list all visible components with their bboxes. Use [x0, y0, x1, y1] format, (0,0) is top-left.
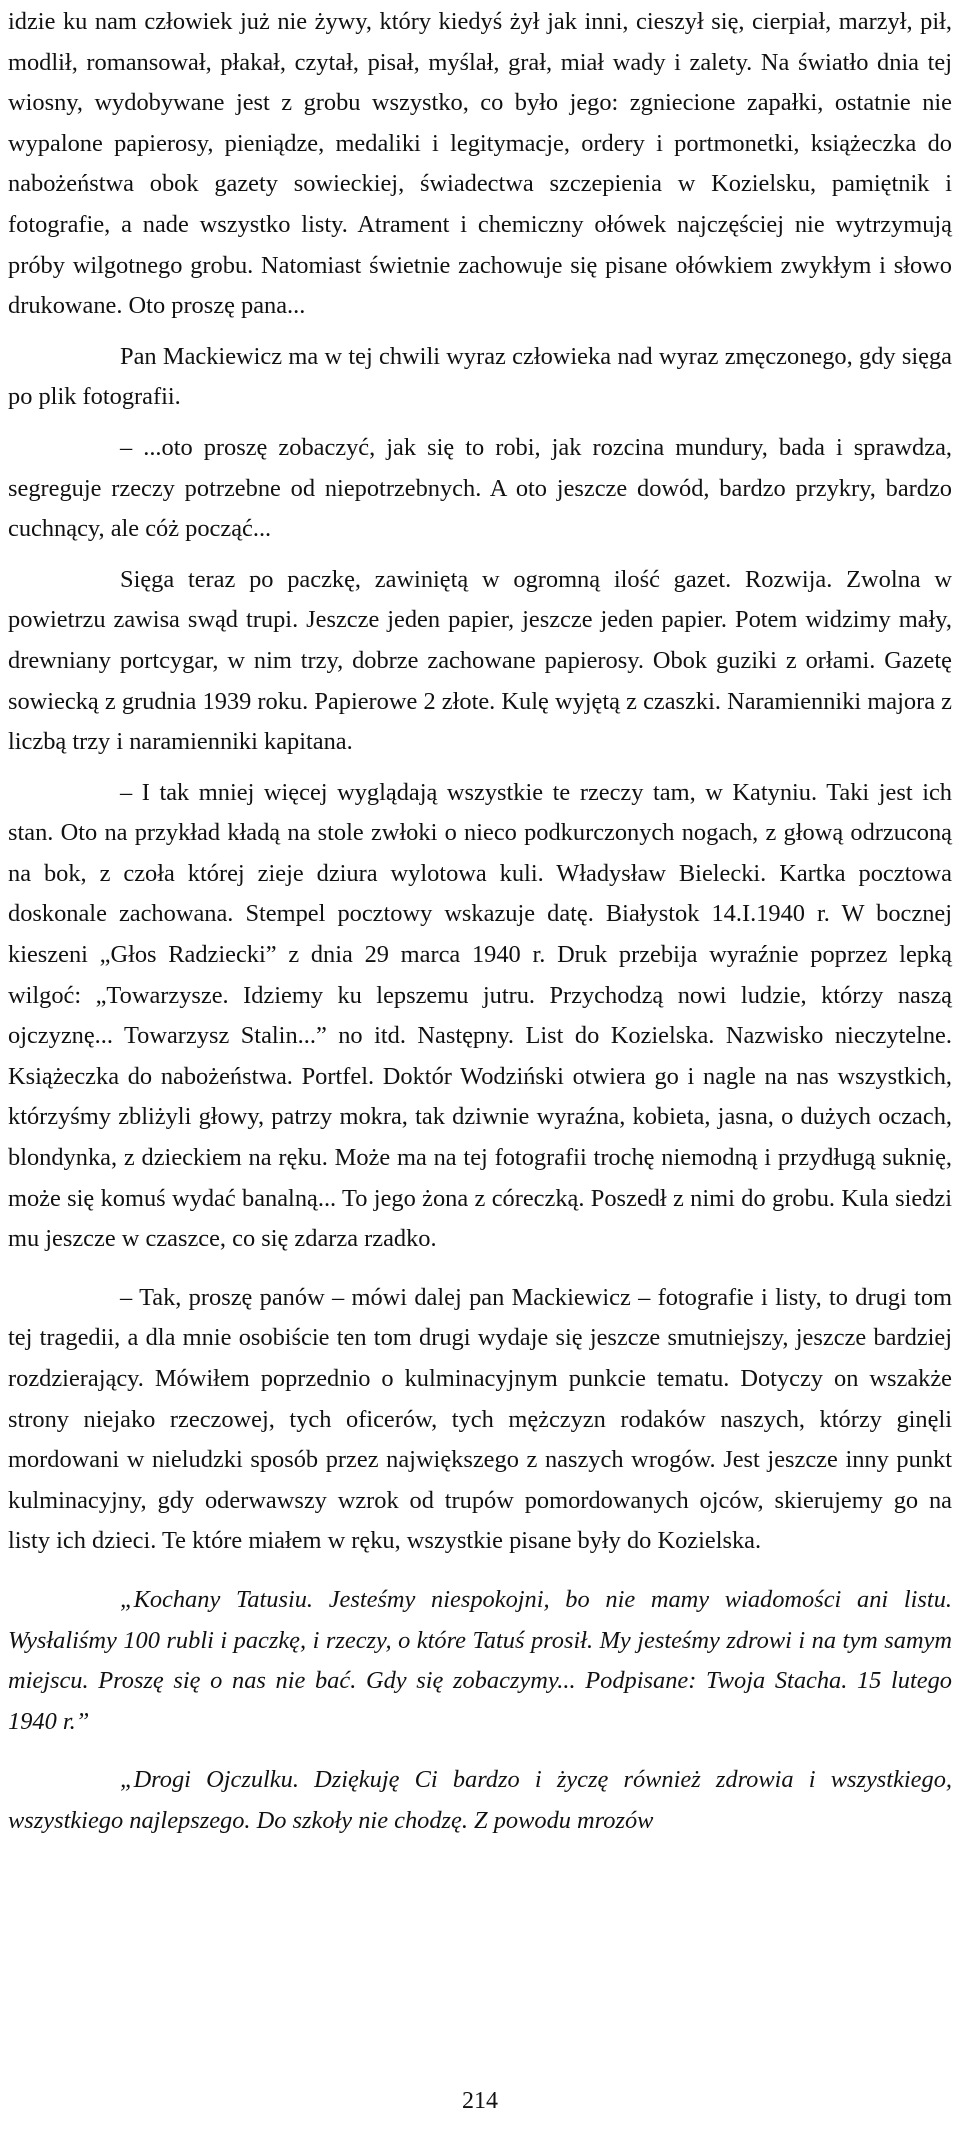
letter-1: „Kochany Tatusiu. Jesteśmy niespokojni, bo nie mamy wiadomości ani listu. Wysłaliśmy 100 rubli i paczkę, i rzeczy, o które Tatuś prosił. My jesteśmy zdrowi i na tym samym miejscu. Proszę się o nas nie bać. Gdy się zobaczymy... Podpisane: Twoja Stacha. 15 lutego 1940 r.” [8, 1585, 952, 1735]
paragraph-4: Sięga teraz po paczkę, zawiniętą w ogromną ilość gazet. Rozwija. Zwolna w powietrzu zawisa swąd trupi. Jeszcze jeden papier, jeszcze jeden papier. Potem widzimy mały, drewniany portcygar, w nim trzy, dobrze zachowane papierosy. Obok guziki z orłami. Gazetę sowiecką z grudnia 1939 roku. Papierowe 2 złote. Kulę wyjętą z czaszki. Naramienniki majora z liczbą trzy i naramienniki kapitana. [8, 565, 952, 756]
paragraph-5: – I tak mniej więcej wyglądają wszystkie te rzeczy tam, w Katyniu. Taki jest ich stan. Oto na przykład kładą na stole zwłoki o nieco podkurczonych nogach, z głową odrzuconą na bok, z czoła której zieje dziura wylotowa kuli. Władysław Bielecki. Kartka pocztowa doskonale zachowana. Stempel pocztowy wskazuje datę. Białystok 14.I.1940 r. W bocznej kieszeni „Głos Radziecki” z dnia 29 marca 1940 r. Druk przebija wyraźnie poprzez lepką wilgoć: „Towarzysze. Idziemy ku lepszemu jutru. Przychodzą nowi ludzie, którzy naszą ojczyznę... Towarzysz Stalin...” no itd. Następny. List do Kozielska. Nazwisko nieczytelne. Książeczka do nabożeństwa. Portfel. Doktór Wodziński otwiera go i nagle na nas wszystkich, którzyśmy zbliżyli głowy, patrzy mokra, tak dziwnie wyraźna, kobieta, jasna, o dużych oczach, blondynka, z dzieckiem na ręku. Może ma na tej fotografii trochę niemodną i przydługą suknię, może się komuś wydać banalną... To jego żona z córeczką. Poszedł z nimi do grobu. Kula siedzi mu jeszcze w czaszce, co się zdarza rzadko. [8, 778, 952, 1253]
paragraph-2: Pan Mackiewicz ma w tej chwili wyraz człowieka nad wyraz zmęczonego, gdy sięga po plik fotografii. [8, 342, 952, 411]
page-number: 214 [462, 2088, 498, 2114]
paragraph-6: – Tak, proszę panów – mówi dalej pan Mackiewicz – fotografie i listy, to drugi tom tej tragedii, a dla mnie osobiście ten tom drugi wydaje się jeszcze smutniejszy, jeszcze bardziej rozdzierający. Mówiłem poprzednio o kulminacyjnym punkcie tematu. Dotyczy on wszakże strony niejako rzeczowej, tych oficerów, tych mężczyzn rodaków naszych, którzy ginęli mordowani w nieludzki sposób przez największego z naszych wrogów. Jest jeszcze inny punkt kulminacyjny, gdy oderwawszy wzrok od trupów pomordowanych ojców, skierujemy go na listy ich dzieci. Te które miałem w ręku, wszystkie pisane były do Kozielska. [8, 1283, 952, 1555]
letter-2: „Drogi Ojczulku. Dziękuję Ci bardzo i życzę również zdrowia i wszystkiego, wszystkiego najlepszego. Do szkoły nie chodzę. Z powodu mrozów [8, 1766, 952, 1834]
paragraph-1: idzie ku nam człowiek już nie żywy, który kiedyś żył jak inni, cieszył się, cierpiał, marzył, pił, modlił, romansował, płakał, czytał, pisał, myślał, grał, miał wady i zalety. Na światło dnia tej wiosny, wydobywane jest z grobu wszystko, co było jego: zgniecione zapałki, ostatnie nie wypalone papierosy, pieniądze, medaliki i legitymacje, ordery i portmonetki, książeczka do nabożeństwa obok gazety sowieckiej, świadectwa szczepienia w Kozielsku, pamiętnik i fotografie, a nade wszystko listy. Atrament i chemiczny ołówek najczęściej nie wytrzymują próby wilgotnego grobu. Natomiast świetnie zachowuje się pisane ołówkiem zwykłym i słowo drukowane. Oto proszę pana... [8, 8, 952, 320]
paragraph-3: – ...oto proszę zobaczyć, jak się to robi, jak rozcina mundury, bada i sprawdza, segreguje rzeczy potrzebne od niepotrzebnych. A oto jeszcze dowód, bardzo przykry, bardzo cuchnący, ale cóż począć... [8, 433, 952, 543]
